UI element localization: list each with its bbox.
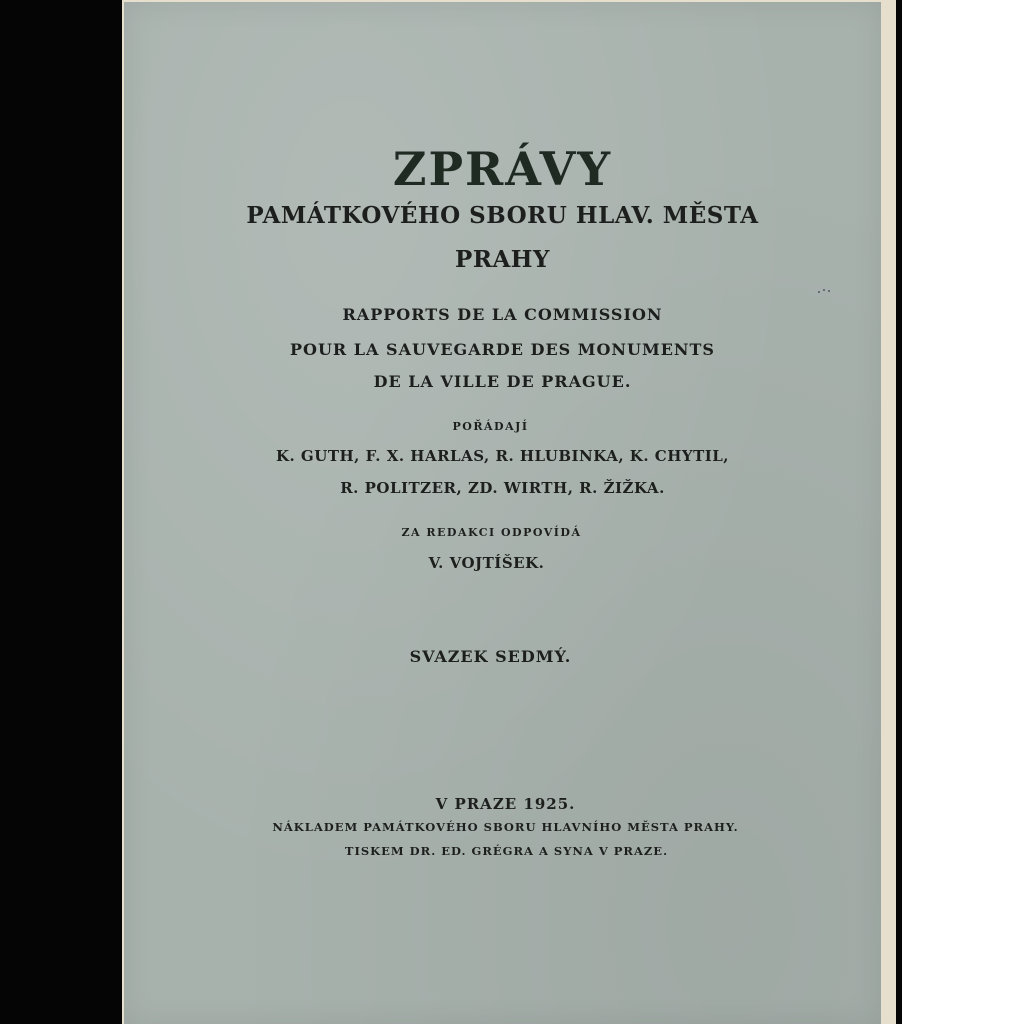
redaction-name: V. VOJTÍŠEK. (428, 554, 545, 572)
place-year: V PRAZE 1925. (435, 795, 576, 813)
french-title-line: RAPPORTS DE LA COMMISSION (342, 305, 663, 324)
publisher-line: NÁKLADEM PAMÁTKOVÉHO SBORU HLAVNÍHO MĚSTA PRAHY. (272, 820, 739, 834)
cover-city: PRAHY (455, 246, 550, 273)
editors-label: POŘÁDAJÍ (452, 420, 529, 433)
volume-number: SVAZEK SEDMÝ. (409, 647, 572, 666)
ink-speck (818, 288, 832, 294)
cover-subtitle: PAMÁTKOVÉHO SBORU HLAV. MĚSTA (246, 202, 759, 229)
printer-line: TISKEM DR. ED. GRÉGRA A SYNA V PRAZE. (344, 844, 669, 858)
editors-line: R. POLITZER, ZD. WIRTH, R. ŽIŽKA. (340, 479, 665, 497)
french-title-line: DE LA VILLE DE PRAGUE. (373, 372, 632, 391)
french-title-line: POUR LA SAUVEGARDE DES MONUMENTS (290, 340, 715, 359)
book-cover (124, 2, 881, 1024)
redaction-label: ZA REDAKCI ODPOVÍDÁ (401, 526, 582, 539)
editors-line: K. GUTH, F. X. HARLAS, R. HLUBINKA, K. CHYTIL, (275, 447, 730, 465)
cover-title: ZPRÁVY (392, 142, 613, 196)
